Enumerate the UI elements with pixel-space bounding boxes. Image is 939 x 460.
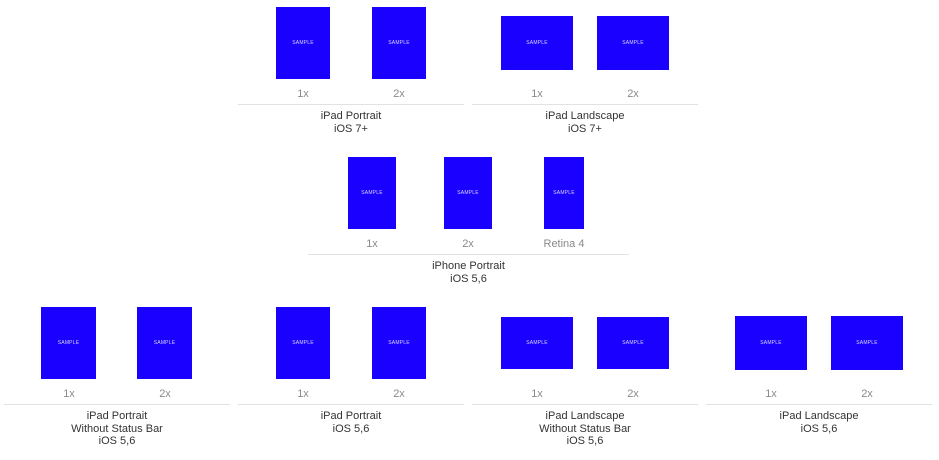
scale-label: 1x [63,388,75,400]
group-title [472,410,698,448]
launch-image-well[interactable] [597,317,669,369]
sample-text: SAMPLE [292,40,314,46]
title-line-device: iPad Landscape [545,110,625,122]
image-set-ipad-portrait-nosb-ios56 [4,307,230,457]
scale-label: 1x [531,88,543,100]
launch-image-well[interactable] [41,307,96,379]
sample-text: SAMPLE [526,340,548,346]
sample-text: SAMPLE [526,40,548,46]
image-slot-2x [819,307,915,403]
title-line-os: iOS 5,6 [566,435,604,447]
group-title [706,410,932,435]
group-title [308,260,629,285]
title-line-device: iPad Portrait [320,110,382,122]
scale-label: 2x [159,388,171,400]
image-slot-1x [21,307,117,403]
scale-label: 2x [393,388,405,400]
image-set-iphone-portrait-ios56 [308,157,629,297]
image-set-ipad-portrait-ios56 [238,307,464,447]
launch-image-well[interactable] [276,7,330,79]
image-slot-2x [585,307,681,403]
scale-label: 1x [297,88,309,100]
sample-text: SAMPLE [622,340,644,346]
sample-text: SAMPLE [760,340,782,346]
image-slot-2x [420,157,516,253]
image-slot-1x [324,157,420,253]
image-slot-retina4 [516,157,612,253]
launch-image-well[interactable] [597,16,669,70]
title-line-os: iOS 5,6 [332,422,370,435]
title-line-device: iPad Landscape [779,410,859,422]
launch-image-well[interactable] [372,307,426,379]
sample-text: SAMPLE [856,340,878,346]
title-line-os: iOS 5,6 [800,422,838,435]
image-set-ipad-portrait-ios7 [238,7,464,147]
divider [706,404,932,405]
sample-text: SAMPLE [153,340,176,346]
scale-label: 1x [366,238,378,250]
sample-text: SAMPLE [388,40,410,46]
scale-label: 2x [462,238,474,250]
title-line-device: iPhone Portrait [432,260,505,272]
divider [238,104,464,105]
launch-image-well[interactable] [735,316,807,370]
title-line-variant: Without Status Bar [71,422,163,435]
sample-text: SAMPLE [457,190,479,196]
sample-text: SAMPLE [388,340,410,346]
scale-label: 2x [861,388,873,400]
divider [472,404,698,405]
divider [238,404,464,405]
image-slot-1x [489,7,585,103]
image-set-ipad-landscape-ios7 [472,7,698,147]
scale-label: 1x [765,388,777,400]
title-line-device: iPad Portrait [320,410,382,422]
image-slot-2x [351,307,447,403]
sample-text: SAMPLE [553,190,575,196]
divider [4,404,230,405]
scale-label: 2x [627,88,639,100]
title-line-device: iPad Landscape [545,410,625,422]
group-title [238,110,464,135]
launch-image-well[interactable] [348,157,396,229]
scale-label: Retina 4 [543,238,585,250]
launch-image-well[interactable] [444,157,492,229]
sample-text: SAMPLE [292,340,314,346]
group-title [238,410,464,435]
launch-image-well[interactable] [501,16,573,70]
scale-label: 1x [531,388,543,400]
title-line-os: iOS 7+ [568,122,602,135]
title-line-os: iOS 7+ [334,122,368,135]
scale-label: 2x [393,88,405,100]
image-slot-1x [255,7,351,103]
launch-image-well[interactable] [544,157,584,229]
launch-image-well[interactable] [831,316,903,370]
divider [308,254,629,255]
image-set-ipad-landscape-nosb-ios56 [472,307,698,457]
image-slot-1x [723,307,819,403]
scale-label: 2x [627,388,639,400]
image-slot-2x [585,7,681,103]
group-title [4,410,230,448]
image-slot-2x [351,7,447,103]
image-set-ipad-landscape-ios56 [706,307,932,447]
divider [472,104,698,105]
scale-label: 1x [297,388,309,400]
title-line-os: iOS 5,6 [450,272,487,285]
sample-text: SAMPLE [57,340,80,346]
launch-image-well[interactable] [137,307,192,379]
sample-text: SAMPLE [622,40,644,46]
title-line-variant: Without Status Bar [539,422,631,435]
launch-image-well[interactable] [372,7,426,79]
image-slot-1x [255,307,351,403]
launch-image-well[interactable] [501,317,573,369]
sample-text: SAMPLE [361,190,383,196]
title-line-os: iOS 5,6 [98,435,136,447]
launch-image-well[interactable] [276,307,330,379]
title-line-device: iPad Portrait [86,410,148,422]
image-slot-2x [117,307,213,403]
group-title [472,110,698,135]
image-slot-1x [489,307,585,403]
